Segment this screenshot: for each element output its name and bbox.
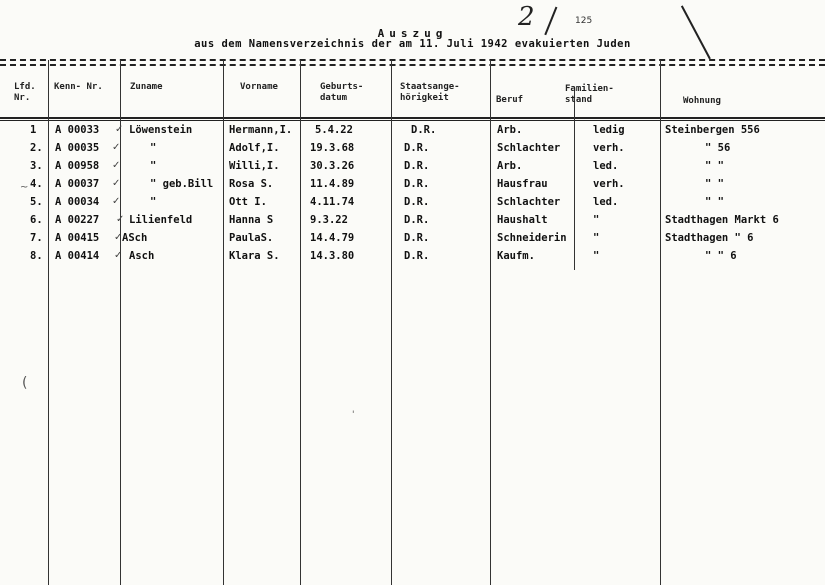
column-divider [391,60,392,585]
cell-zuname: ASch [122,232,148,244]
column-divider [660,60,661,585]
header-lfd-nr: Lfd. Nr. [14,82,36,103]
check-mark: ✓ [112,178,121,189]
cell-geburt: 5.4.22 [315,124,353,136]
check-mark: ✓ [112,196,121,207]
cell-staat: D.R. [411,124,437,136]
cell-stand: led. [593,160,619,172]
check-mark: ✓ [116,214,125,225]
header-kenn-nr: Kenn- Nr. [54,82,103,92]
cell-stand: verh. [593,142,625,154]
cell-stand: led. [593,196,619,208]
cell-nr: 2. [30,142,43,154]
cell-nr: 8. [30,250,43,262]
cell-geburt: 19.3.68 [310,142,355,154]
header-staatsangehoerigkeit: Staatsange- hörigkeit [400,82,460,103]
cell-stand: " [593,232,600,244]
cell-beruf: Arb. [497,124,523,136]
cell-geburt: 4.11.74 [310,196,355,208]
cell-kenn: A 00227 [55,214,100,226]
header-wohnung: Wohnung [683,96,721,106]
cell-wohnung: " 56 [705,142,731,154]
check-mark: ✓ [112,142,121,153]
cell-stand: ledig [593,124,625,136]
cell-staat: D.R. [404,250,430,262]
header-rule [0,117,825,119]
cell-kenn: A 00414 [55,250,100,262]
cell-wohnung: " " [705,178,724,190]
column-divider [300,60,301,585]
margin-mark: ~ [20,182,29,193]
cell-stand: " [593,214,600,226]
cell-nr: 5. [30,196,43,208]
cell-zuname: " geb.Bill [150,178,214,190]
cell-staat: D.R. [404,142,430,154]
cell-wohnung: Stadthagen Markt 6 [665,214,779,226]
column-divider [223,60,224,585]
handwritten-page-mark: 2 [518,2,535,32]
cell-wohnung: Stadthagen " 6 [665,232,754,244]
cell-beruf: Hausfrau [497,178,548,190]
cell-nr: 6. [30,214,43,226]
cell-zuname: " [150,196,157,208]
column-divider [48,60,49,585]
cell-vorname: Hermann,I. [229,124,293,136]
cell-stand: " [593,250,600,262]
cell-vorname: Adolf,I. [229,142,280,154]
cell-beruf: Haushalt [497,214,548,226]
cell-geburt: 14.3.80 [310,250,355,262]
cell-zuname: Asch [129,250,155,262]
cell-vorname: Klara S. [229,250,280,262]
top-rule-2 [0,64,825,66]
cell-zuname: " [150,142,157,154]
cell-beruf: Schlachter [497,142,561,154]
cell-staat: D.R. [404,178,430,190]
column-divider [490,60,491,585]
cell-vorname: Rosa S. [229,178,274,190]
stray-mark: ' [352,410,355,420]
cell-zuname: Löwenstein [129,124,193,136]
cell-beruf: Schneiderin [497,232,567,244]
margin-mark: ( [22,375,28,391]
cell-wohnung: " " [705,196,724,208]
document-title: Auszug [377,27,448,40]
check-mark: ✓ [114,232,123,243]
cell-kenn: A 00035 [55,142,100,154]
document-subtitle: aus dem Namensverzeichnis der am 11. Juli 1942 evakuierten Juden [194,38,631,50]
cell-staat: D.R. [404,196,430,208]
page-number: 125 [575,16,593,26]
cell-geburt: 14.4.79 [310,232,355,244]
header-beruf: Beruf [496,95,524,105]
cell-kenn: A 00958 [55,160,100,172]
cell-staat: D.R. [404,214,430,226]
cell-wohnung: " " 6 [705,250,737,262]
column-divider [120,60,121,585]
check-mark: ✓ [112,160,121,171]
check-mark: ✓ [114,250,123,261]
cell-beruf: Arb. [497,160,523,172]
check-mark: ✓ [115,124,124,135]
cell-wohnung: " " [705,160,724,172]
cell-vorname: Ott I. [229,196,267,208]
cell-nr: 4. [30,178,43,190]
header-vorname: Vorname [240,82,278,92]
cell-geburt: 11.4.89 [310,178,355,190]
cell-kenn: A 00033 [55,124,100,136]
cell-kenn: A 00415 [55,232,100,244]
header-familienstand: Familien- stand [565,84,614,105]
cell-vorname: Hanna S [229,214,274,226]
header-zuname: Zuname [130,82,163,92]
cell-nr: 3. [30,160,43,172]
cell-vorname: PaulaS. [229,232,274,244]
cell-staat: D.R. [404,160,430,172]
cell-stand: verh. [593,178,625,190]
cell-geburt: 9.3.22 [310,214,348,226]
top-rule [0,59,825,61]
cell-nr: 7. [30,232,43,244]
cell-zuname: " [150,160,157,172]
column-divider [574,90,575,270]
cell-wohnung: Steinbergen 556 [665,124,760,136]
cell-kenn: A 00034 [55,196,100,208]
cell-beruf: Kaufm. [497,250,535,262]
cell-zuname: Lilienfeld [129,214,193,226]
cell-geburt: 30.3.26 [310,160,355,172]
cell-staat: D.R. [404,232,430,244]
cell-beruf: Schlachter [497,196,561,208]
cell-vorname: Willi,I. [229,160,280,172]
header-geburtsdatum: Geburts- datum [320,82,364,103]
cell-nr: 1 [30,124,37,136]
cell-kenn: A 00037 [55,178,100,190]
